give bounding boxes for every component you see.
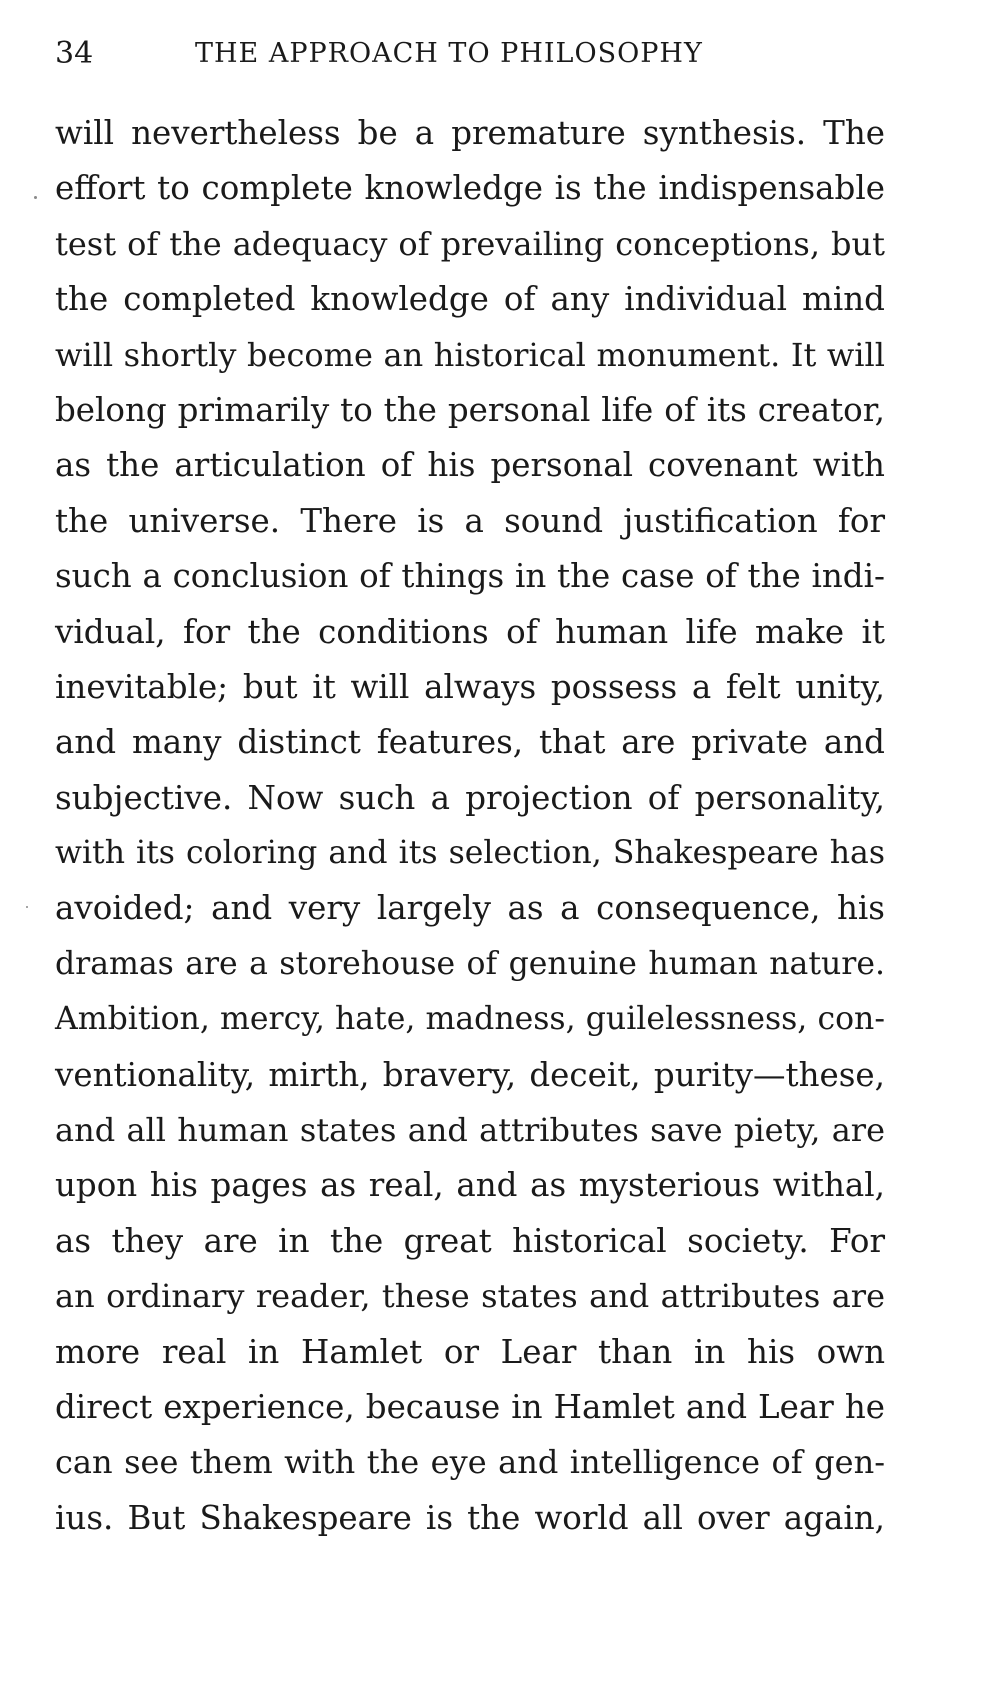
text-line: avoided; and very largely as a consequence, his bbox=[55, 889, 885, 928]
text-line: effort to complete knowledge is the indispensable bbox=[55, 169, 885, 208]
text-line: ius. But Shakespeare is the world all over again, bbox=[55, 1498, 885, 1537]
text-line: can see them with the eye and intelligence of gen- bbox=[55, 1443, 885, 1482]
text-line: with its coloring and its selection, Shakespeare has bbox=[55, 835, 885, 872]
text-line: and many distinct features, that are private and bbox=[55, 723, 885, 762]
text-line: will nevertheless be a premature synthesis. The bbox=[55, 114, 885, 152]
scan-speck bbox=[26, 906, 28, 908]
scan-speck bbox=[34, 196, 37, 199]
text-line: such a conclusion of things in the case of the indi- bbox=[55, 557, 885, 596]
text-line: as they are in the great historical society. For bbox=[55, 1221, 885, 1260]
text-line: and all human states and attributes save piety, are bbox=[55, 1111, 885, 1150]
text-line: as the articulation of his personal covenant with bbox=[55, 446, 885, 485]
text-line: an ordinary reader, these states and attributes are bbox=[55, 1277, 885, 1316]
text-line: more real in Hamlet or Lear than in his own bbox=[55, 1332, 885, 1371]
text-line: vidual, for the conditions of human life make it bbox=[55, 612, 885, 651]
text-line: test of the adequacy of prevailing conceptions, but bbox=[55, 224, 885, 263]
text-line: subjective. Now such a projection of personality, bbox=[55, 778, 885, 817]
running-head: THE APPROACH TO PHILOSOPHY bbox=[195, 38, 703, 69]
text-line: belong primarily to the personal life of its creator, bbox=[55, 390, 885, 429]
page-header bbox=[55, 28, 885, 78]
body-text bbox=[55, 106, 885, 1546]
text-line: ventionality, mirth, bravery, deceit, purity—these, bbox=[55, 1055, 885, 1094]
text-line: direct experience, because in Hamlet and Lear he bbox=[55, 1387, 885, 1426]
text-line: upon his pages as real, and as mysterious withal, bbox=[55, 1166, 885, 1205]
page-number: 34 bbox=[55, 36, 94, 71]
text-line: the universe. There is a sound justification for bbox=[55, 501, 885, 540]
text-line: Ambition, mercy, hate, madness, guilelessness, con- bbox=[55, 1001, 885, 1038]
text-line: will shortly become an historical monument. It will bbox=[55, 335, 885, 374]
text-line: the completed knowledge of any individual mind bbox=[55, 280, 885, 319]
text-line: dramas are a storehouse of genuine human nature. bbox=[55, 945, 885, 982]
text-line: inevitable; but it will always possess a felt unity, bbox=[55, 667, 885, 706]
